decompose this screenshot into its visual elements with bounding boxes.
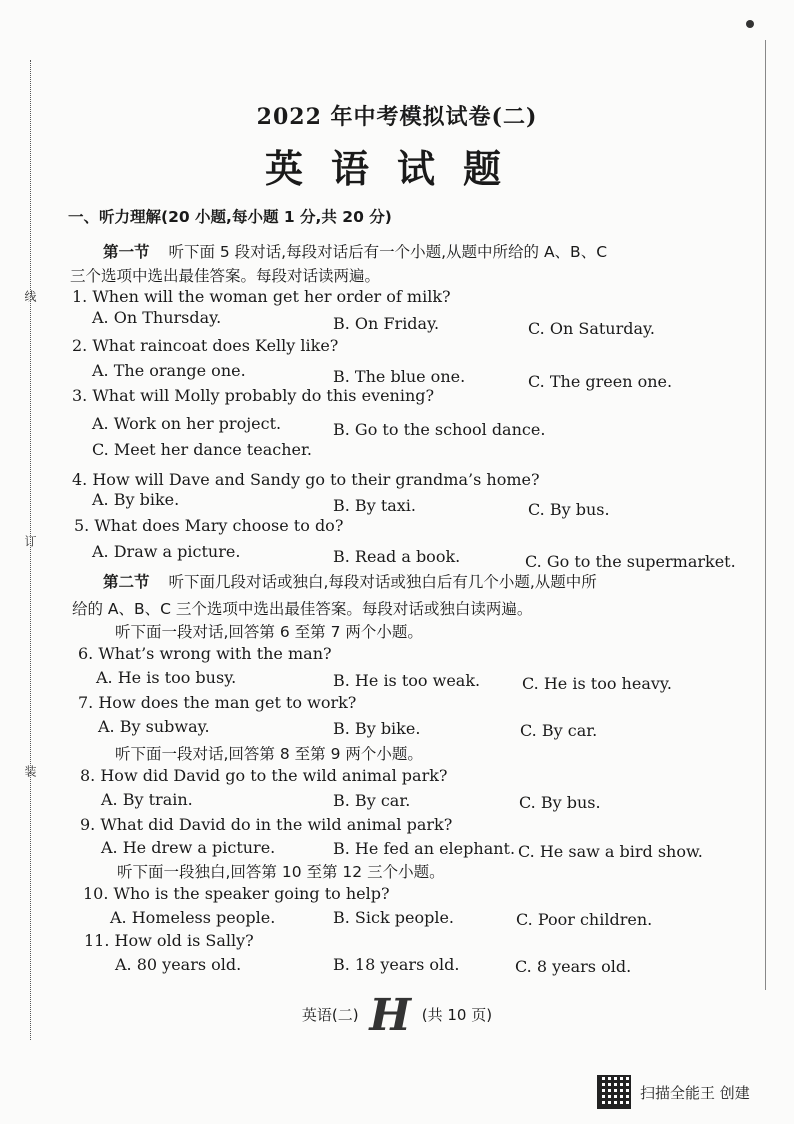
binding-mark-1: 线 [23,290,37,302]
section2-instr-b: 给的 A、B、C 三个选项中选出最佳答案。每段对话或独白读两遍。 [72,600,533,618]
q11-option-c: C. 8 years old. [515,957,632,976]
q5-option-b: B. Read a book. [333,547,461,566]
subject-title: 英语试题 [264,146,529,191]
q5-option-c: C. Go to the supermarket. [525,552,736,571]
footer-subject: 英语(二) [301,1006,359,1024]
footer-page-total: (共 10 页) [421,1006,493,1024]
q9-option-c: C. He saw a bird show. [518,842,703,861]
q4-option-a: A. By bike. [92,490,180,509]
footer-logo: H [369,990,411,1041]
section1-instr-a: 听下面 5 段对话,每段对话后有一个小题,从题中所给的 A、B、C [168,243,608,261]
question-1: 1. When will the woman get her order of milk? [72,287,451,306]
q9-option-b: B. He fed an elephant. [333,839,516,858]
question-10: 10. Who is the speaker going to help? [83,884,390,903]
q11-option-a: A. 80 years old. [115,955,242,974]
section1-label: 第一节 [103,243,150,261]
q2-option-b: B. The blue one. [333,367,466,386]
q3-option-b: B. Go to the school dance. [333,420,546,439]
question-2: 2. What raincoat does Kelly like? [72,336,339,355]
q6-option-c: C. He is too heavy. [522,674,672,693]
section2-instr-a: 听下面几段对话或独白,每段对话或独白后有几个小题,从题中所 [168,573,597,591]
q7-option-a: A. By subway. [98,717,210,736]
question-7: 7. How does the man get to work? [78,693,357,712]
note-q6-7: 听下面一段对话,回答第 6 至第 7 两个小题。 [115,623,423,641]
q9-option-a: A. He drew a picture. [101,838,276,857]
q1-option-c: C. On Saturday. [528,319,656,338]
question-4: 4. How will Dave and Sandy go to their grandma’s home? [72,470,540,489]
q10-option-b: B. Sick people. [333,908,455,927]
question-6: 6. What’s wrong with the man? [78,644,332,663]
question-8: 8. How did David go to the wild animal park? [80,766,448,785]
section1-instruction [103,240,607,262]
note-q8-9: 听下面一段对话,回答第 8 至第 9 两个小题。 [115,745,423,763]
binding-mark-3: 装 [23,765,37,777]
section2-instruction [103,570,597,592]
qr-code-icon [597,1075,631,1109]
q4-option-c: C. By bus. [528,500,610,519]
q8-option-a: A. By train. [101,790,193,809]
q1-option-a: A. On Thursday. [92,308,222,327]
q4-option-b: B. By taxi. [333,496,417,515]
q1-option-b: B. On Friday. [333,314,440,333]
q6-option-a: A. He is too busy. [96,668,237,687]
q5-option-a: A. Draw a picture. [92,542,241,561]
scanner-watermark-label: 扫描全能王 创建 [640,1084,750,1102]
question-11: 11. How old is Sally? [84,931,254,950]
question-5: 5. What does Mary choose to do? [74,516,344,535]
q11-option-b: B. 18 years old. [333,955,460,974]
q2-option-a: A. The orange one. [92,361,246,380]
q10-option-c: C. Poor children. [516,910,653,929]
q7-option-b: B. By bike. [333,719,421,738]
q2-option-c: C. The green one. [528,372,673,391]
section1-instr-b: 三个选项中选出最佳答案。每段对话读两遍。 [70,267,381,285]
binding-mark-2: 订 [23,535,37,547]
section2-label: 第二节 [103,573,150,591]
page-footer [0,990,794,1041]
q8-option-b: B. By car. [333,791,411,810]
binding-dotted-line [30,60,31,1040]
exam-title: 2022 年中考模拟试卷(二) [256,104,538,130]
q10-option-a: A. Homeless people. [110,908,276,927]
part-heading: 一、听力理解(20 小题,每小题 1 分,共 20 分) [68,208,392,226]
q7-option-c: C. By car. [520,721,598,740]
q8-option-c: C. By bus. [519,793,601,812]
question-9: 9. What did David do in the wild animal park? [80,815,453,834]
corner-dot [746,20,754,28]
q3-option-a: A. Work on her project. [92,414,282,433]
question-3: 3. What will Molly probably do this evening? [72,386,435,405]
q6-option-b: B. He is too weak. [333,671,481,690]
note-q10-12: 听下面一段独白,回答第 10 至第 12 三个小题。 [117,863,445,881]
q3-option-c: C. Meet her dance teacher. [92,440,312,459]
